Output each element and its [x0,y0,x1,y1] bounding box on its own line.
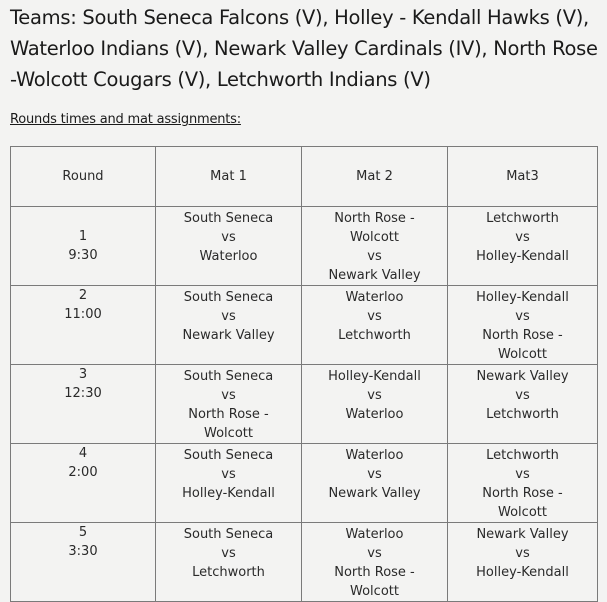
mat-3-matchup [448,207,598,286]
teams-paragraph: Teams: South Seneca Falcons (V), Holley - Kendall Hawks (V), Waterloo Indians (V), Newark Valley Cardinals (IV), North Rose -Wolcott Cougars (V), Letchworth Indians (V) [10,6,598,91]
mat-3-matchup [448,444,598,523]
team-name: Letchworth [486,448,559,463]
team-name: North Rose - [334,211,415,226]
team-name: South Seneca [183,290,274,305]
mat-3-matchup [448,365,598,444]
versus-label: vs [367,309,382,324]
team-name: South Seneca [183,448,274,463]
mat-1-matchup [156,207,302,286]
team-name: Holley-Kendall [476,249,569,264]
mat-3-matchup [448,286,598,365]
header-row [11,147,598,207]
versus-label: vs [221,388,236,403]
header-mat-1: Mat 1 [156,147,302,207]
team-name: South Seneca [183,369,274,384]
round-cell [11,365,156,444]
header-mat-2: Mat 2 [302,147,448,207]
table-row [11,523,598,602]
versus-label: vs [515,309,530,324]
team-name: Holley-Kendall [476,290,569,305]
team-name: Newark Valley [182,328,275,343]
round-time: 2:00 [68,465,98,480]
team-name: Letchworth [338,328,411,343]
team-name: Newark Valley [476,527,569,542]
round-number: 2 [78,288,88,303]
team-name: Holley-Kendall [182,486,275,501]
round-number: 5 [78,525,88,540]
round-time: 11:00 [64,307,102,322]
round-cell [11,207,156,286]
team-name: Letchworth [192,565,265,580]
versus-label: vs [367,546,382,561]
team-name: Wolcott [350,584,399,599]
versus-label: vs [367,388,382,403]
versus-label: vs [221,230,236,245]
table-row [11,365,598,444]
versus-label: vs [367,467,382,482]
team-name: Wolcott [498,347,547,362]
table-row [11,286,598,365]
team-name: South Seneca [183,527,274,542]
versus-label: vs [367,249,382,264]
header-round: Round [11,147,156,207]
round-cell [11,286,156,365]
team-name: Letchworth [486,407,559,422]
mat-2-matchup [302,365,448,444]
mat-2-matchup [302,523,448,602]
round-number: 1 [78,229,88,244]
team-name: Waterloo [345,290,404,305]
team-name: Newark Valley [328,268,421,283]
versus-label: vs [515,388,530,403]
versus-label: vs [515,467,530,482]
table-row [11,207,598,286]
versus-label: vs [515,230,530,245]
schedule-table [10,146,598,602]
mat-2-matchup [302,207,448,286]
round-time: 9:30 [68,248,98,263]
team-name: Waterloo [345,448,404,463]
header-mat-3: Mat3 [448,147,598,207]
round-time: 3:30 [68,544,98,559]
schedule-subheading: Rounds times and mat assignments: [10,112,241,127]
team-name: Letchworth [486,211,559,226]
team-name: Holley-Kendall [476,565,569,580]
team-name: North Rose - [188,407,269,422]
team-name: North Rose - [482,486,563,501]
team-name: Wolcott [350,230,399,245]
round-time: 12:30 [64,386,102,401]
mat-1-matchup [156,444,302,523]
versus-label: vs [221,546,236,561]
team-name: Wolcott [498,505,547,520]
round-number: 3 [78,367,88,382]
mat-1-matchup [156,523,302,602]
team-name: Waterloo [345,407,404,422]
versus-label: vs [221,309,236,324]
team-name: Wolcott [204,426,253,441]
team-name: South Seneca [183,211,274,226]
team-name: Waterloo [345,527,404,542]
mat-1-matchup [156,365,302,444]
team-name: Newark Valley [476,369,569,384]
round-number: 4 [78,446,88,461]
versus-label: vs [515,546,530,561]
mat-1-matchup [156,286,302,365]
team-name: Waterloo [199,249,258,264]
mat-2-matchup [302,286,448,365]
team-name: North Rose - [482,328,563,343]
mat-2-matchup [302,444,448,523]
table-row [11,444,598,523]
versus-label: vs [221,467,236,482]
mat-3-matchup [448,523,598,602]
round-cell [11,523,156,602]
round-cell [11,444,156,523]
team-name: Newark Valley [328,486,421,501]
team-name: Holley-Kendall [328,369,421,384]
team-name: North Rose - [334,565,415,580]
